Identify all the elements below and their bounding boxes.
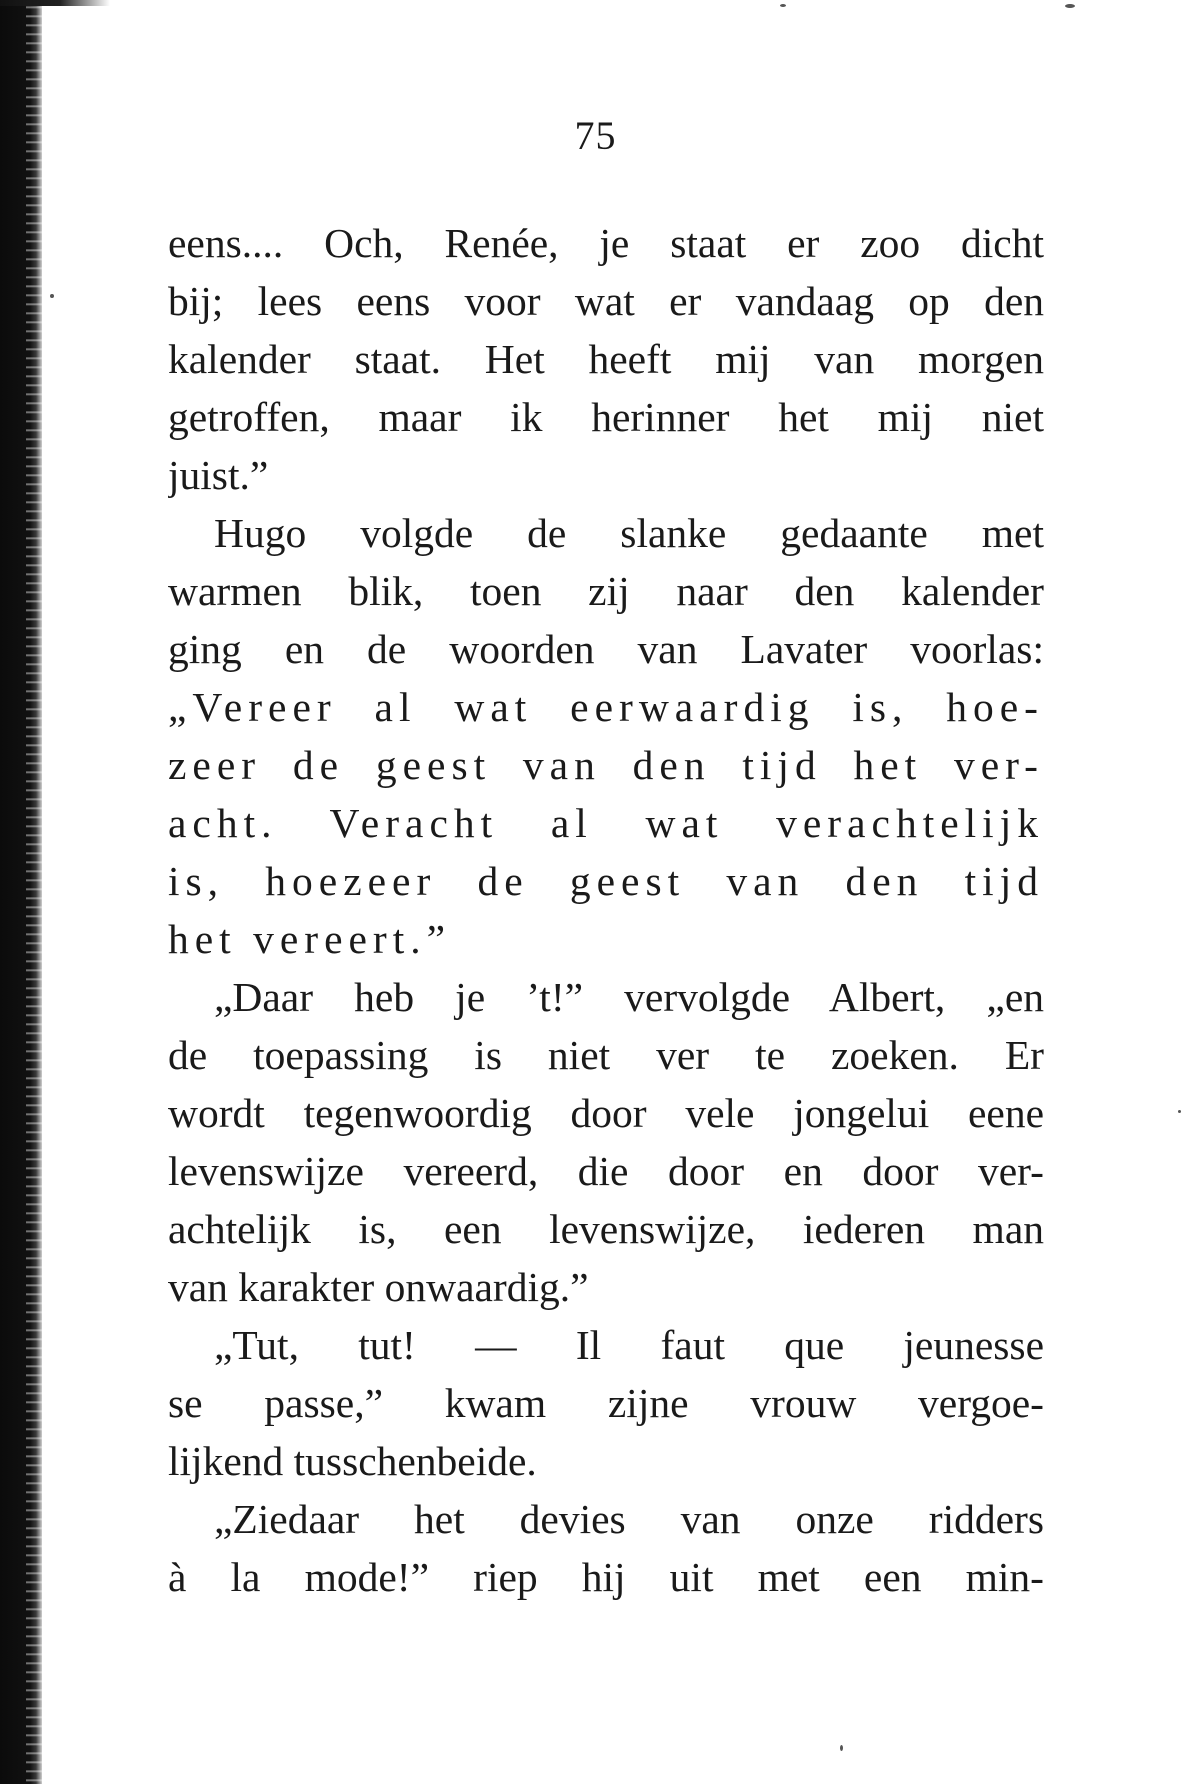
book-binding-edge [0,0,42,1784]
text-line: à la mode!” riep hij uit met een min- [168,1554,1044,1600]
text-line: levenswijze vereerd, die door en door ver- [168,1148,1044,1194]
text-line: getroffen, maar ik herinner het mij niet [168,394,1044,440]
text-line: juist.” [168,452,269,498]
text-line: achtelijk is, een levenswijze, iederen man [168,1206,1044,1252]
ink-speck [50,294,54,298]
text-line: „Ziedaar het devies van onze ridders [214,1496,1044,1542]
ink-speck [840,1745,843,1751]
ink-speck [1178,1110,1181,1113]
text-line: kalender staat. Het heeft mij van morgen [168,336,1044,382]
ink-speck [1065,4,1075,8]
scan-corner-mark [0,0,110,6]
text-line: Hugo volgde de slanke gedaante met [214,510,1044,556]
ink-speck [780,4,786,7]
text-line: bij; lees eens voor wat er vandaag op den [168,278,1044,324]
text-line: de toepassing is niet ver te zoeken. Er [168,1032,1044,1078]
text-line: warmen blik, toen zij naar den kalender [168,568,1044,614]
text-line: wordt tegenwoordig door vele jongelui eene [168,1090,1044,1136]
text-line: ging en de woorden van Lavater voorlas: [168,626,1044,672]
text-line: „Vereer al wat eerwaardig is, hoe- [168,684,1044,730]
text-line: van karakter onwaardig.” [168,1264,589,1310]
text-line: eens.... Och, Renée, je staat er zoo dicht [168,220,1044,266]
text-line: zeer de geest van den tijd het ver- [168,742,1044,788]
text-line: het vereert.” [168,916,452,962]
text-line: se passe,” kwam zijne vrouw vergoe- [168,1380,1044,1426]
text-line: „Tut, tut! — Il faut que jeunesse [214,1322,1044,1368]
page-number: 75 [574,113,617,158]
text-line: acht. Veracht al wat verachtelijk [168,800,1044,846]
text-line: is, hoezeer de geest van den tijd [168,858,1044,904]
text-line: lijkend tusschenbeide. [168,1438,537,1484]
text-line: „Daar heb je ’t!” vervolgde Albert, „en [214,974,1044,1020]
body-text [168,214,1044,1606]
